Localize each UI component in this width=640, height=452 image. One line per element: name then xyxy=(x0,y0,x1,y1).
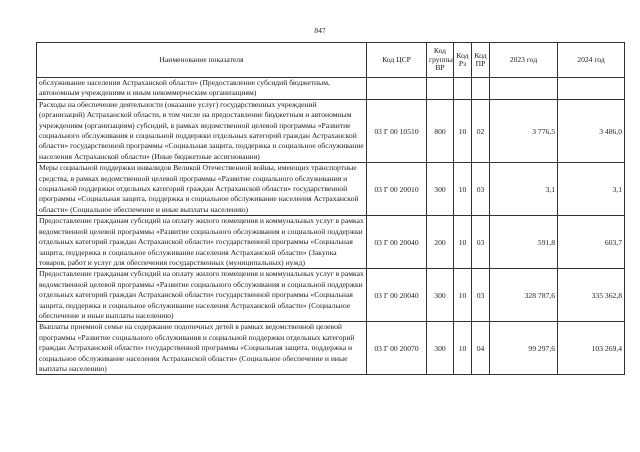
row-csr: 03 Г 00 20010 xyxy=(367,163,427,216)
row-vr: 200 xyxy=(427,216,454,269)
header-pr: Код ПР xyxy=(472,43,490,78)
table-row xyxy=(37,269,625,322)
table-row xyxy=(37,163,625,216)
row-2023: 591,8 xyxy=(490,216,558,269)
row-2023: 3 776,5 xyxy=(490,99,558,162)
table-row xyxy=(37,99,625,162)
row-rz: 10 xyxy=(454,163,472,216)
row-pr: 04 xyxy=(472,322,490,375)
budget-table xyxy=(36,42,625,375)
row-2023: 3,1 xyxy=(490,163,558,216)
table-row xyxy=(37,78,625,100)
row-pr: 03 xyxy=(472,269,490,322)
row-pr xyxy=(472,78,490,100)
header-rz: Код Рз xyxy=(454,43,472,78)
row-2024: 3 486,0 xyxy=(558,99,625,162)
row-csr: 03 Г 00 10510 xyxy=(367,99,427,162)
header-2023: 2023 год xyxy=(490,43,558,78)
row-vr: 300 xyxy=(427,322,454,375)
row-name: обслуживание населения Астраханской области» (Предоставление субсидий бюджетным, автономным учреждениям и иным некоммерческим организациям) xyxy=(37,78,367,100)
row-name: Расходы на обеспечение деятельности (оказание услуг) государственных учреждений (организаций) Астраханской области, в том числе на предоставление бюджетным и автономным учреждениям (организациям) субсидий, в рамках ведомственной целевой программы «Развитие социального обслуживания и социальной поддержки отдельных категорий граждан Астраханской области» государственной программы «Социальная защита, поддержка и социальное обслуживание населения Астраханской области» (Иные бюджетные ассигнования) xyxy=(37,99,367,162)
header-csr: Код ЦСР xyxy=(367,43,427,78)
row-2024: 603,7 xyxy=(558,216,625,269)
row-rz: 10 xyxy=(454,216,472,269)
row-csr: 03 Г 00 20070 xyxy=(367,322,427,375)
row-name: Предоставление гражданам субсидий на оплату жилого помещения и коммунальных услуг в рамках ведомственной целевой программы «Развитие социального обслуживания и социальной поддержки отдельных категорий граждан Астраханской области» государственной программы «Социальная защита, поддержка и социальное обслуживание населения Астраханской области» (Социальное обеспечение и иные выплаты населению) xyxy=(37,269,367,322)
row-name: Выплаты приемной семье на содержание подопечных детей в рамках ведомственной целевой программы «Развитие социального обслуживания и социальной поддержки отдельных категорий граждан Астраханской области» государственной программы «Социальная защита, поддержка и социальное обслуживание населения Астраханской области» (Социальное обеспечение и иные выплаты населению) xyxy=(37,322,367,375)
row-vr: 300 xyxy=(427,163,454,216)
row-2024: 3,1 xyxy=(558,163,625,216)
row-vr: 300 xyxy=(427,269,454,322)
row-pr: 03 xyxy=(472,163,490,216)
row-pr: 02 xyxy=(472,99,490,162)
row-csr xyxy=(367,78,427,100)
row-2024 xyxy=(558,78,625,100)
row-csr: 03 Г 00 20040 xyxy=(367,269,427,322)
header-name: Наименование показателя xyxy=(37,43,367,78)
row-2024: 103 269,4 xyxy=(558,322,625,375)
row-csr: 03 Г 00 20040 xyxy=(367,216,427,269)
row-name: Меры социальной поддержки инвалидов Великой Отечественной войны, имеющих транспортные средства, в рамках ведомственной целевой программы «Развитие социального обслуживания и социальной поддержки отдельных категорий граждан Астраханской области» государственной программы «Социальная защита, поддержка и социальное обслуживание населения Астраханской области» (Социальное обеспечение и иные выплаты населению) xyxy=(37,163,367,216)
row-2024: 335 362,8 xyxy=(558,269,625,322)
row-vr: 800 xyxy=(427,99,454,162)
table-header-row xyxy=(37,43,625,78)
row-rz: 10 xyxy=(454,99,472,162)
row-rz: 10 xyxy=(454,322,472,375)
row-name: Предоставление гражданам субсидий на оплату жилого помещения и коммунальных услуг в рамках ведомственной целевой программы «Развитие социального обслуживания и социальной поддержки отдельных категорий граждан Астраханской области» государственной программы «Социальная защита, поддержка и социальное обслуживание населения Астраханской области» (Закупка товаров, работ и услуг для обеспечения государственных (муниципальных) нужд) xyxy=(37,216,367,269)
table-row xyxy=(37,322,625,375)
row-rz: 10 xyxy=(454,269,472,322)
header-2024: 2024 год xyxy=(558,43,625,78)
row-2023: 99 297,6 xyxy=(490,322,558,375)
row-pr: 03 xyxy=(472,216,490,269)
row-2023: 328 787,6 xyxy=(490,269,558,322)
page-number: 847 xyxy=(314,26,326,35)
row-2023 xyxy=(490,78,558,100)
table-row xyxy=(37,216,625,269)
header-vr: Код группы ВР xyxy=(427,43,454,78)
row-rz xyxy=(454,78,472,100)
row-vr xyxy=(427,78,454,100)
